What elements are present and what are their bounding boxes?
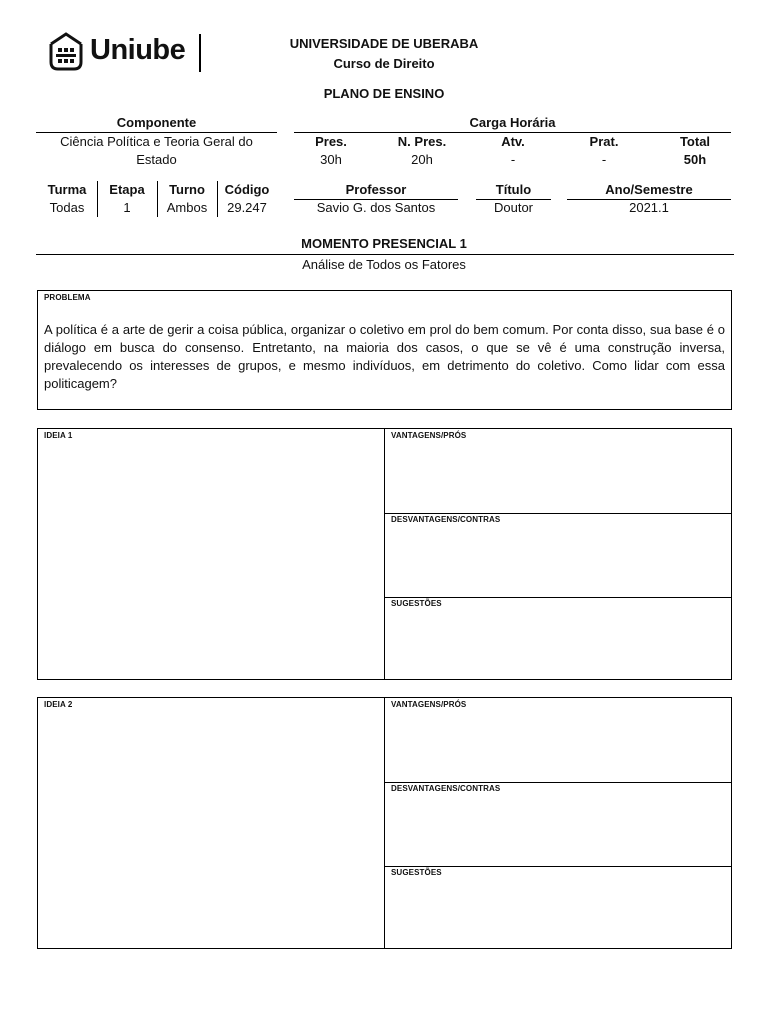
turma-label: Turma — [47, 182, 87, 197]
idea-2-divider — [384, 698, 385, 948]
idea-2-suggestions-label: SUGESTÕES — [391, 868, 442, 877]
idea-1-divider — [384, 429, 385, 679]
problem-box — [37, 290, 732, 410]
component-value-line1: Ciência Política e Teoria Geral do — [60, 134, 253, 149]
university-name: UNIVERSIDADE DE UBERABA — [289, 36, 479, 51]
uniube-emblem-icon — [48, 32, 84, 72]
component-value-line2: Estado — [136, 152, 177, 167]
ano-value: 2021.1 — [629, 200, 669, 215]
logo-divider — [199, 34, 201, 72]
workload-atv-label: Atv. — [501, 134, 525, 149]
professor-value: Savio G. dos Santos — [316, 200, 436, 215]
workload-npres-value: 20h — [411, 152, 433, 167]
professor-label: Professor — [345, 182, 407, 197]
titulo-value: Doutor — [493, 200, 534, 215]
codigo-label: Código — [224, 182, 270, 197]
logo-text: Uniube — [90, 34, 186, 66]
ano-label: Ano/Semestre — [605, 182, 693, 197]
idea-2-row-line-2 — [384, 866, 732, 867]
workload-underline — [294, 132, 731, 133]
component-label: Componente — [116, 115, 197, 130]
idea-1-row-line-1 — [384, 513, 732, 514]
codigo-value: 29.247 — [227, 200, 267, 215]
idea-1-row-line-2 — [384, 597, 732, 598]
workload-pres-value: 30h — [320, 152, 342, 167]
moment-underline — [36, 254, 734, 255]
moment-subtitle: Análise de Todos os Fatores — [302, 257, 466, 272]
turno-label: Turno — [169, 182, 205, 197]
turno-value: Ambos — [166, 200, 208, 215]
workload-prat-value: - — [601, 152, 607, 167]
workload-prat-label: Prat. — [589, 134, 619, 149]
idea-2-cons-label: DESVANTAGENS/CONTRAS — [391, 784, 501, 793]
course-name: Curso de Direito — [333, 56, 435, 71]
plan-title: PLANO DE ENSINO — [323, 86, 445, 101]
idea-2-pros-label: VANTAGENS/PRÓS — [391, 700, 467, 709]
etapa-value: 1 — [123, 200, 131, 215]
idea-2-box — [37, 697, 732, 949]
turma-value: Todas — [49, 200, 85, 215]
idea-1-label: IDEIA 1 — [44, 431, 73, 440]
idea-1-cons-label: DESVANTAGENS/CONTRAS — [391, 515, 501, 524]
moment-title: MOMENTO PRESENCIAL 1 — [301, 236, 467, 251]
problem-label: PROBLEMA — [44, 293, 91, 302]
titulo-label: Título — [495, 182, 532, 197]
idea-2-label: IDEIA 2 — [44, 700, 73, 709]
idea-1-box — [37, 428, 732, 680]
component-underline — [36, 132, 277, 133]
workload-label: Carga Horária — [469, 115, 556, 130]
workload-total-label: Total — [679, 134, 711, 149]
workload-total-value: 50h — [683, 152, 707, 167]
idea-1-suggestions-label: SUGESTÕES — [391, 599, 442, 608]
idea-2-row-line-1 — [384, 782, 732, 783]
etapa-label: Etapa — [109, 182, 145, 197]
idea-1-pros-label: VANTAGENS/PRÓS — [391, 431, 467, 440]
workload-pres-label: Pres. — [315, 134, 347, 149]
workload-npres-label: N. Pres. — [397, 134, 447, 149]
problem-text: A política é a arte de gerir a coisa pública, organizar o coletivo em prol do bem comum. Por conta disso, sua base é o diálogo em busca do consenso. Entretanto, na maioria dos casos, o que se vê é uma construção inversa, prevalecendo os interesses de grupos, e mesmo indivíduos, em detrimento do coletivo. Como lidar com essa politicagem? — [44, 322, 725, 391]
logo — [48, 32, 208, 74]
workload-atv-value: - — [510, 152, 516, 167]
